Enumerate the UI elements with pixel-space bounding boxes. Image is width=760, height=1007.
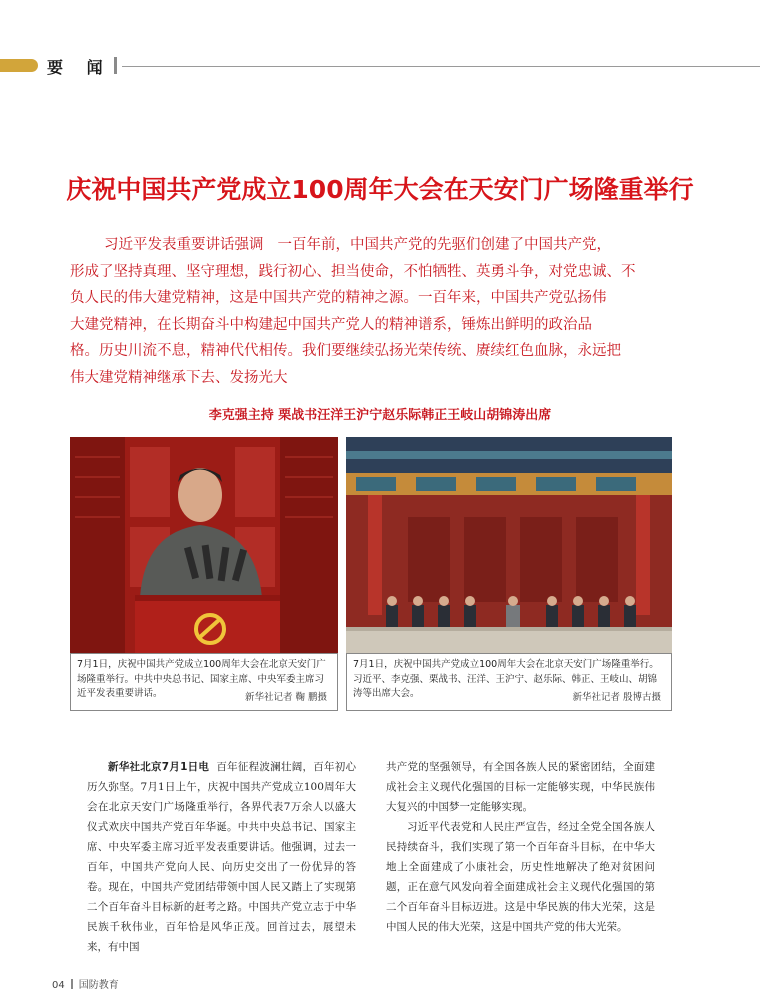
- photo-caption-rostrum: [346, 653, 672, 711]
- section-title: 要 闻: [47, 58, 112, 77]
- lead-line: 格。历史川流不息，精神代代相传。我们要继续弘扬光荣传统、赓续红色血脉，永远把: [70, 343, 621, 359]
- section-divider-bar: [114, 57, 117, 74]
- body-column-left: [87, 757, 356, 957]
- article-lead: [70, 232, 692, 391]
- photo-credit: 新华社记者 殷博古摄: [572, 691, 661, 703]
- caption-text: 7月1日，庆祝中国共产党成立100周年大会在北京天安门广场隆重举行。习近平、李克强、栗战书、汪洋、王沪宁、赵乐际、韩正、王岐山、胡锦涛等出席大会。: [353, 659, 659, 699]
- photo-credit: 新华社记者 鞠 鹏摄: [244, 691, 327, 703]
- body-paragraph-continued: 共产党的坚强领导，有全国各族人民的紧密团结，全面建成社会主义现代化强国的目标一定能够实现，中华民族伟大复兴的中国梦一定能够实现。: [386, 761, 655, 813]
- body-paragraph: 百年征程波澜壮阔，百年初心历久弥坚。7月1日上午，庆祝中国共产党成立100周年大会在北京天安门广场隆重举行，各界代表7万余人以盛大仪式欢庆中国共产党百年华诞。中共中央总书记、国家主席、中央军委主席习近平发表重要讲话。他强调，过去一百年，中国共产党向人民、向历史交出了一份优异的答卷。现在，中国共产党团结带领中国人民又踏上了实现第二个百年奋斗目标新的赶考之路。中国共产党立志于中华民族千秋伟业，百年恰是风华正茂。回首过去，展望未来，有中国: [87, 761, 356, 953]
- article-headline: 庆祝中国共产党成立100周年大会在天安门广场隆重举行: [66, 175, 694, 204]
- lead-prefix: 习近平发表重要讲话强调: [104, 237, 264, 253]
- lead-line: 伟大建党精神继承下去、发扬光大: [70, 369, 288, 386]
- photo-rostrum: [346, 437, 672, 653]
- lead-line: 大建党精神，在长期奋斗中构建起中国共产党人的精神谱系，锤炼出鲜明的政治品: [70, 316, 592, 333]
- lead-line: 一百年前，中国共产党的先驱们创建了中国共产党，: [277, 237, 611, 253]
- magazine-name: 国防教育: [78, 980, 119, 991]
- photo-speaker-illustration: [70, 437, 338, 653]
- lead-line: 形成了坚持真理、坚守理想，践行初心、担当使命，不怕牺牲、英勇斗争，对党忠诚、不: [70, 263, 636, 280]
- body-column-right: [386, 757, 655, 937]
- caption-text: 7月1日，庆祝中国共产党成立100周年大会在北京天安门广场隆重举行。中共中央总书记、国家主席、中央军委主席习近平发表重要讲话。: [77, 659, 326, 699]
- footer-divider: [71, 979, 73, 989]
- body-paragraph: 习近平代表党和人民庄严宣告，经过全党全国各族人民持续奋斗，我们实现了第一个百年奋斗目标，在中华大地上全面建成了小康社会，历史性地解决了绝对贫困问题，正在意气风发向着全面建成社会主义现代化强国的第二个百年奋斗目标迈进。这是中华民族的伟大光荣，这是中国人民的伟大光荣，这是中国共产党的伟大光荣。: [386, 821, 655, 933]
- section-rule: [122, 66, 760, 67]
- photo-rostrum-illustration: [346, 437, 672, 653]
- article-subhead: 李克强主持 栗战书汪洋王沪宁赵乐际韩正王岐山胡锦涛出席: [208, 408, 552, 423]
- page-number: 04: [52, 980, 65, 991]
- dateline: 新华社北京7月1日电: [108, 761, 210, 773]
- lead-line: 负人民的伟大建党精神，这是中国共产党的精神之源。一百年来，中国共产党弘扬伟: [70, 290, 607, 306]
- photo-speaker: [70, 437, 338, 653]
- section-tab-marker: [0, 59, 38, 72]
- photo-caption-speaker: [70, 653, 338, 711]
- page-footer: [52, 976, 119, 991]
